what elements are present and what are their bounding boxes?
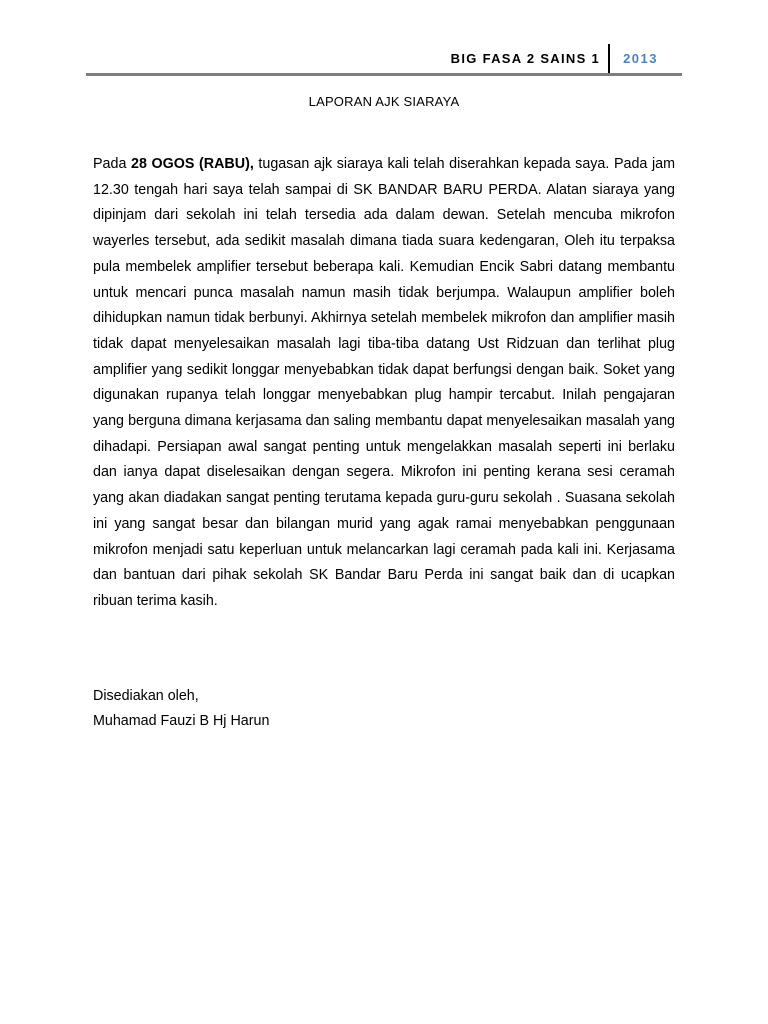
header-year: 2013 — [623, 51, 658, 66]
signature-name: Muhamad Fauzi B Hj Harun — [93, 713, 270, 729]
signature-label: Disediakan oleh, — [93, 688, 199, 704]
signature-block — [93, 684, 269, 734]
header-rule — [86, 73, 682, 76]
page-header — [86, 44, 682, 74]
report-body — [93, 152, 675, 615]
header-separator — [608, 44, 610, 74]
report-text: tugasan ajk siaraya kali telah diserahkan kepada saya. Pada jam 12.30 tengah hari saya telah sampai di SK BANDAR BARU PERDA. Alatan siaraya yang dipinjam dari sekolah ini telah tersedia ada dalam dewan. Setelah mencuba mikrofon wayerles tersebut, ada sedikit masalah dimana tiada suara kedengaran, Oleh itu terpaksa pula membelek amplifier tersebut beberapa kali. Kemudian Encik Sabri datang membantu untuk mencari punca masalah namun masih tidak berjumpa. Walaupun amplifier boleh dihidupkan namun tidak berbunyi. Akhirnya setelah membelek mikrofon dan amplifier masih tidak dapat menyelesaikan masalah lagi tiba-tiba datang Ust Ridzuan dan terlihat plug amplifier yang sedikit longgar menyebabkan tidak dapat berfungsi dengan baik. Soket yang digunakan rupanya telah longgar menyebabkan plug hampir tercabut. Inilah pengajaran yang berguna dimana kerjasama dan saling membantu dapat menyelesaikan masalah yang dihadapi. Persiapan awal sangat penting untuk mengelakkan masalah seperti ini berlaku dan ianya dapat diselesaikan dengan segera. Mikrofon ini penting kerana sesi ceramah yang akan diadakan sangat penting terutama kepada guru-guru sekolah . Suasana sekolah ini yang sangat besar dan bilangan murid yang agak ramai menyebabkan penggunaan mikrofon menjadi satu keperluan untuk melancarkan lagi ceramah pada kali ini. Kerjasama dan bantuan dari pihak sekolah SK Bandar Baru Perda ini sangat baik dan di ucapkan ribuan terima kasih. — [93, 156, 675, 609]
document-title: LAPORAN AJK SIARAYA — [308, 94, 460, 109]
header-title: BIG FASA 2 SAINS 1 — [450, 51, 600, 66]
report-date: 28 OGOS (RABU), — [131, 156, 254, 172]
intro-prefix: Pada — [93, 156, 131, 172]
